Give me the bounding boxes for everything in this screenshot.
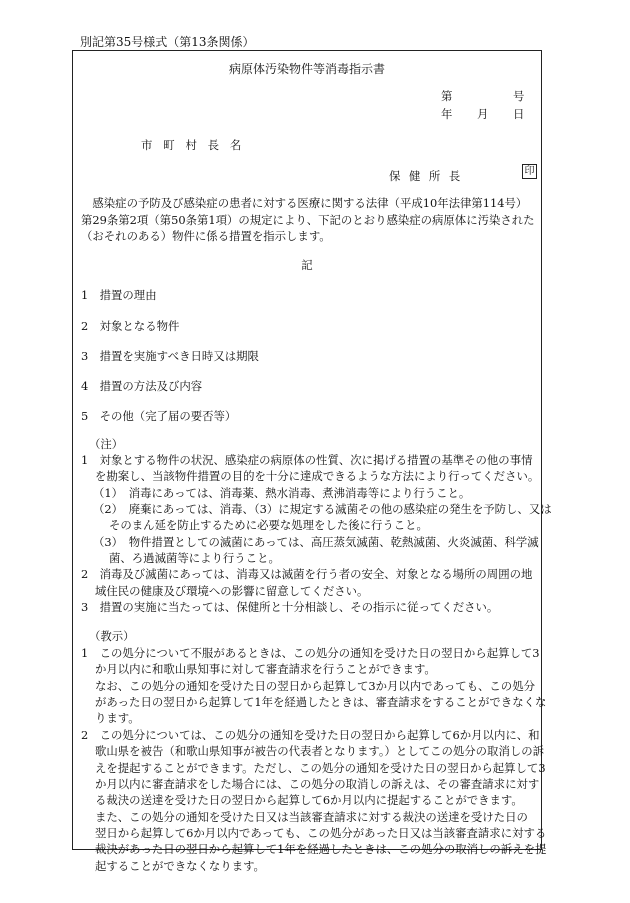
seal-stamp: 印 [522, 164, 537, 179]
instruction-line: 裁決があった日の翌日から起算して1年を経過したときは、この処分の取消しの訴えを提 [95, 842, 547, 856]
instruction-line: また、この処分の通知を受けた日又は当該審査請求に対する裁決の送達を受けた日の [95, 810, 528, 824]
number-suffix: 号 [513, 89, 525, 103]
note-line: を勘案し、当該物件措置の目的を十分に達成できるような方法により行ってください。 [95, 469, 540, 483]
item-other: 5 その他（完了届の要否等） [81, 409, 237, 423]
number-label: 第 [441, 89, 453, 103]
item-deadline: 3 措置を実施すべき日時又は期限 [81, 349, 259, 363]
addressee: 市町村長名 [141, 138, 253, 152]
instruction-heading: （教示） [89, 629, 135, 643]
instruction-line: ります。 [95, 711, 140, 725]
ki-heading: 記 [301, 258, 313, 272]
note-line: 2 消毒及び滅菌にあっては、消毒又は滅菌を行う者の安全、対象となる場所の周囲の地 [81, 567, 533, 581]
note-line: （1） 消毒にあっては、消毒薬、熱水消毒、煮沸消毒等により行うこと。 [93, 486, 471, 500]
note-line: 菌、ろ過滅菌等により行うこと。 [109, 551, 280, 565]
item-target: 2 対象となる物件 [81, 319, 180, 333]
notes-heading: （注） [89, 437, 124, 451]
instruction-line: 歌山県を被告（和歌山県知事が被告の代表者となります。）としてこの処分の取消しの訴 [95, 744, 545, 758]
body-paragraph: 感染症の予防及び感染症の患者に対する医療に関する法律（平成10年法律第114号）第29条第2項（第50条第1項）の規定により、下記のとおり感染症の病原体に汚染された（おそれのある）物件に係る措置を指示します。 [81, 196, 535, 243]
issuer: 保健所長 [389, 169, 469, 183]
date-day: 日 [513, 107, 525, 121]
instruction-line: か月以内に和歌山県知事に対して審査請求を行うことができます。 [95, 662, 436, 676]
note-line: （3） 物件措置としての滅菌にあっては、高圧蒸気滅菌、乾熱滅菌、火炎滅菌、科学滅 [93, 535, 539, 549]
note-line: 3 措置の実施に当たっては、保健所と十分相談し、その指示に従ってください。 [81, 600, 499, 614]
instruction-line: か月以内に審査請求をした場合には、この処分の取消しの訴えは、その審査請求に対す [95, 777, 540, 791]
note-line: 1 対象とする物件の状況、感染症の病原体の性質、次に掲げる措置の基準その他の事情 [81, 453, 533, 467]
instruction-line: 起することができなくなります。 [95, 859, 265, 873]
date-month: 月 [477, 107, 489, 121]
instruction-line: 翌日から起算して6か月以内であっても、この処分があった日又は当該審査請求に対する [95, 826, 547, 840]
instruction-line: る裁決の送達を受けた日の翌日から起算して6か月以内に提起することができます。 [95, 793, 523, 807]
note-line: そのまん延を防止するために必要な処理をした後に行うこと。 [109, 518, 428, 532]
document-title: 病原体汚染物件等消毒指示書 [228, 62, 385, 76]
form-caption: 別記第35号様式（第13条関係） [80, 35, 255, 49]
instruction-line: があった日の翌日から起算して1年を経過したときは、審査請求をすることができなくな [95, 695, 547, 709]
instruction-line: 1 この処分について不服があるときは、この処分の通知を受けた日の翌日から起算して3 [81, 646, 540, 660]
date-year: 年 [441, 107, 453, 121]
note-line: （2） 廃棄にあっては、消毒、（3）に規定する滅菌その他の感染症の発生を予防し、又は [93, 502, 552, 516]
form-frame [72, 50, 552, 873]
instruction-line: 2 この処分については、この処分の通知を受けた日の翌日から起算して6か月以内に、和 [81, 728, 540, 742]
item-method: 4 措置の方法及び内容 [81, 379, 203, 393]
item-reason: 1 措置の理由 [81, 288, 157, 302]
instruction-line: なお、この処分の通知を受けた日の翌日から起算して3か月以内であっても、この処分 [95, 679, 535, 693]
note-line: 域住民の健康及び環境への影響に留意してください。 [95, 584, 369, 598]
instruction-line: えを提起することができます。ただし、この処分の通知を受けた日の翌日から起算して3 [95, 761, 546, 775]
